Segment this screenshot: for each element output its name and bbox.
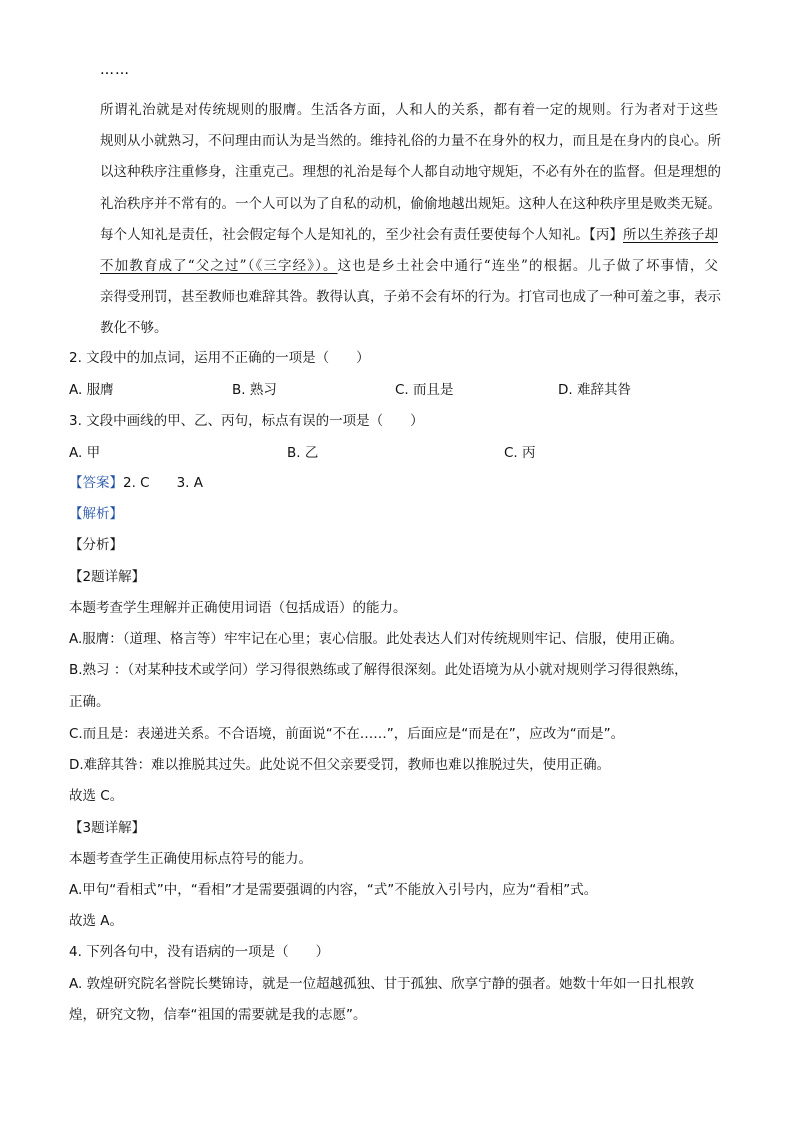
question-4-option-a-line-2: 煌，研究文物，信奉“祖国的需要就是我的志愿”。 xyxy=(69,1007,367,1023)
detail-2-line-5: C.而且是：表递进关系。不合语境，前面说“不在……”，后面应是“而是在”，应改为“而是”。 xyxy=(69,726,625,742)
answer-text: 2. C 3. A xyxy=(123,475,204,491)
passage-line-1: 所谓礼治就是对传统规则的服膺。生活各方面，人和人的关系，都有着一定的规则。行为者对于这些 xyxy=(100,102,718,118)
detail-2-line-6: D.难辞其咎：难以推脱其过失。此处说不但父亲要受罚，教师也难以推脱过失，使用正确。 xyxy=(69,757,611,773)
detail-3-conclusion: 故选 A。 xyxy=(69,913,124,929)
passage-line-2: 规则从小就熟习，不问理由而认为是当然的。维持礼俗的力量不在身外的权力，而且是在身内的良心。所 xyxy=(100,133,721,150)
detail-2-line-2: A.服膺：（道理、格言等）牢牢记在心里；衷心信服。此处表达人们对传统规则牢记、信服，使用正确。 xyxy=(69,631,684,647)
detail-2-conclusion: 故选 C。 xyxy=(69,788,124,804)
passage-text xyxy=(100,95,721,345)
question-4-option-a-line-1: A. 敦煌研究院名誉院长樊锦诗，就是一位超越孤独、甘于孤独、欣享宁静的强者。她数十年如一日扎根敦 xyxy=(69,976,695,992)
analysis-tag: 【解析】 xyxy=(69,506,123,522)
passage-line-3: 以这种秩序注重修身，注重克己。理想的礼治是每个人都自动地守规矩，不必有外在的监督。但是理想的 xyxy=(100,164,721,181)
fenxi-heading: 【分析】 xyxy=(69,537,123,553)
passage-underlined-bing-part2: 不加教育成了“父之过”（《三字经》）。 xyxy=(100,257,338,274)
passage-line-5-text: 每个人知礼是责任，社会假定每个人是知礼的，至少社会有责任要使每个人知礼。【丙】 xyxy=(100,226,623,243)
passage-line-5 xyxy=(100,220,718,251)
question-2-option-b: B. 熟习 xyxy=(232,382,277,398)
passage-line-4: 礼治秩序并不常有的。一个人可以为了自私的动机，偷偷地越出规矩。这种人在这种秩序里是败类无疑。 xyxy=(100,195,721,212)
detail-2-heading: 【2题详解】 xyxy=(69,569,146,585)
passage-line-6: 不加教育成了“父之过”（《三字经》）。这也是乡土社会中通行“连坐”的根据。儿子做了坏事情，父 xyxy=(100,257,718,274)
passage-line-7: 亲得受刑罚，甚至教师也难辞其咎。教得认真，子弟不会有坏的行为。打官司也成了一种可羞之事，表示 xyxy=(100,289,721,306)
answer-line xyxy=(69,473,729,493)
question-3-option-c: C. 丙 xyxy=(504,445,536,461)
passage-underlined-bing-part1: 所以生养孩子却 xyxy=(623,226,718,243)
detail-2-line-1: 本题考查学生理解并正确使用词语（包括成语）的能力。 xyxy=(69,600,407,616)
detail-3-line-2: A.甲句“看相式”中，“看相”才是需要强调的内容，“式”不能放入引号内，应为“看相”式。 xyxy=(69,882,598,898)
detail-2-line-3: B.熟习 ：（对某种技术或学问）学习得很熟练或了解得很深刻。此处语境为从小就对规则学习得很熟练， xyxy=(69,662,688,678)
question-2-stem: 2. 文段中的加点词，运用不正确的一项是（ ） xyxy=(69,350,370,366)
question-3-option-a: A. 甲 xyxy=(69,445,101,461)
passage-ellipsis: …… xyxy=(100,62,130,78)
detail-3-line-1: 本题考查学生正确使用标点符号的能力。 xyxy=(69,851,312,867)
question-3-stem: 3. 文段中画线的甲、乙、丙句，标点有误的一项是（ ） xyxy=(69,413,424,429)
question-2-option-c: C. 而且是 xyxy=(395,382,454,398)
question-2-option-a: A. 服膺 xyxy=(69,382,114,398)
question-2-option-d: D. 难辞其咎 xyxy=(558,382,631,398)
detail-3-heading: 【3题详解】 xyxy=(69,820,146,836)
answer-tag: 【答案】 xyxy=(69,475,123,491)
question-4-stem: 4. 下列各句中，没有语病的一项是（ ） xyxy=(69,944,330,960)
question-3-option-b: B. 乙 xyxy=(287,445,319,461)
passage-line-8: 教化不够。 xyxy=(100,320,168,337)
detail-2-line-4: 正确。 xyxy=(69,694,110,710)
analysis-heading xyxy=(69,504,729,524)
